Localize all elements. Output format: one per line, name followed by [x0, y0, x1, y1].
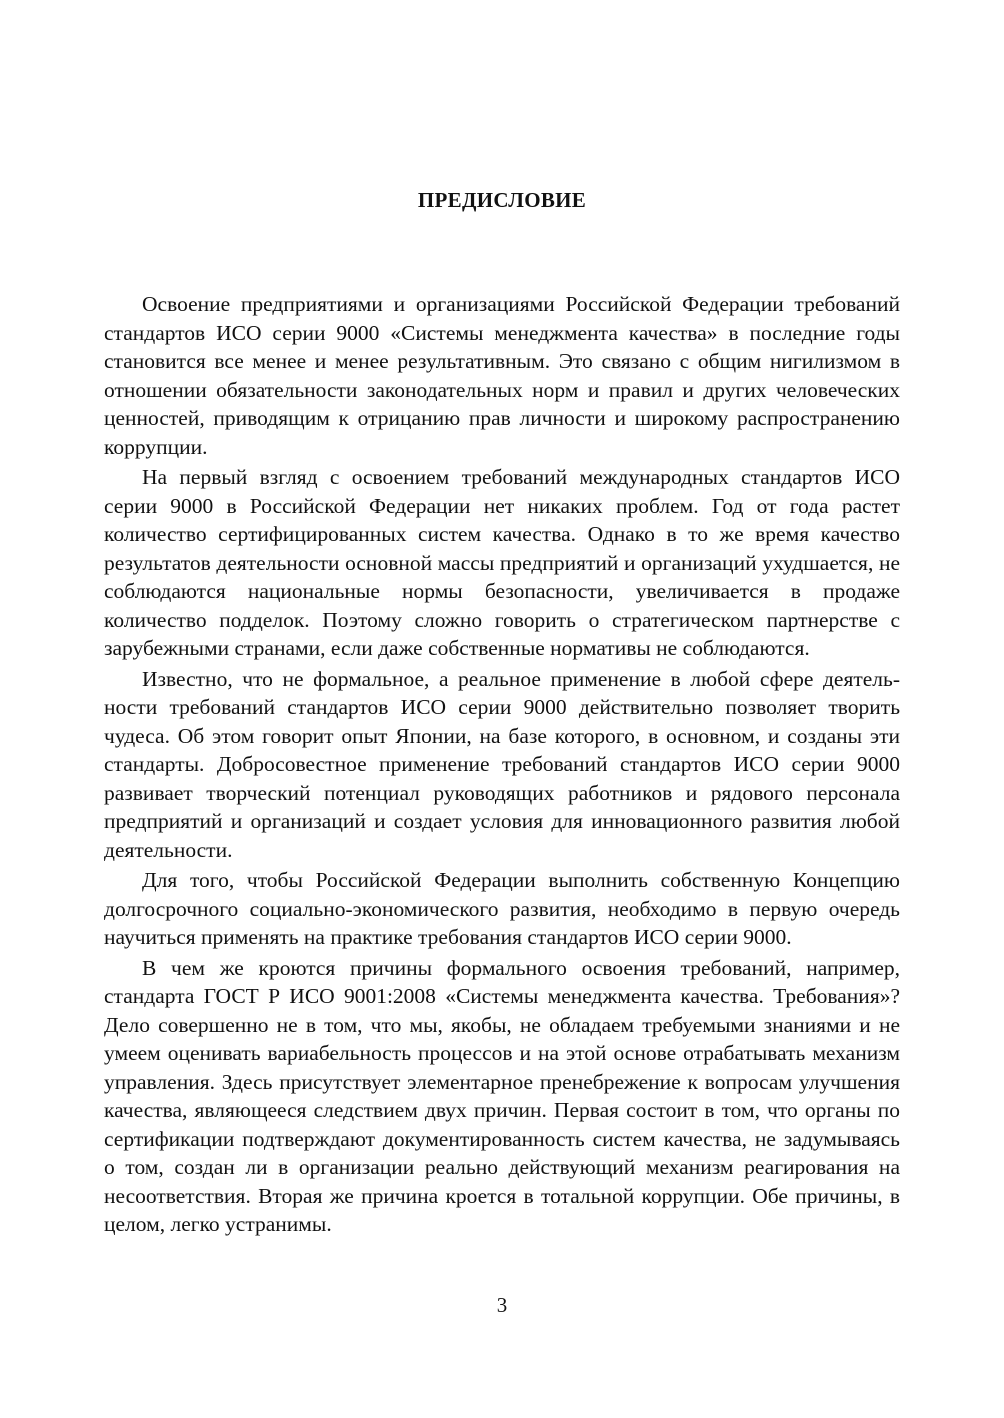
- paragraph-1: Освоение предприятиями и организациями Российской Федерации требований стандартов ИСО серии 9000 «Системы менеджмента качества» в последние годы становится все менее и менее результативным. Это связано с общим нигилизмом в отношении обязательности законодательных норм и правил и других человеческих ценностей, приводящим к отрицанию прав личности и широкому распространению коррупции.: [104, 292, 900, 459]
- paragraph-5: В чем же кроются причины формального освоения требований, например, стандарта ГОСТ Р ИСО 9001:2008 «Системы менеджмента качества. Требования»? Дело совершенно не в том, что мы, якобы, не обладаем требуемыми знаниями и не умеем оценивать вариабельность процессов и на этой основе отрабатывать механизм управления. Здесь присутствует элементарное пренебрежение к вопросам улучшения качества, являющееся следствием двух причин. Первая состоит в том, что органы по сертификации подтверждают документированность систем качества, не задумываясь о том, создан ли в организации реально действующий механизм реагирования на несоответствия. Вторая же причина кроется в тотальной коррупции. Обе причины, в целом, легко устранимы.: [104, 955, 900, 1236]
- paragraph-3: Известно, что не формальное, а реальное применение в любой сфере деятельности требований стандартов ИСО серии 9000 действительно позволяет творить чудеса. Об этом говорит опыт Японии, на базе которого, в основном, и созданы эти стандарты. Добросовестное применение требований стандартов ИСО серии 9000 развивает творческий потенциал руководящих работников и рядового персонала предприятий и организаций и создает условия для инновационного развития любой деятельности.: [104, 666, 900, 862]
- body-text: [104, 290, 900, 1241]
- page-title: ПРЕДИСЛОВИЕ: [417, 188, 587, 212]
- page-number: 3: [496, 1293, 508, 1317]
- paragraph-2: На первый взгляд с освоением требований международных стандартов ИСО серии 9000 в Российской Федерации нет никаких проблем. Год от года растет количество сертифицированных систем качества. Однако в то же время качество результатов деятельности основной массы предприятий и организаций ухудшается, не соблюдаются национальные нормы безопасности, увеличивается в продаже количество подделок. Поэтому сложно говорить о стратегическом партнерстве с зарубежными странами, если даже собственные нормативы не соблюдаются.: [104, 465, 900, 660]
- paragraph-4: Для того, чтобы Российской Федерации выполнить собственную Концепцию долгосрочного социально-экономического развития, необходимо в первую очередь научиться применять на практике требования стандартов ИСО серии 9000.: [104, 868, 900, 949]
